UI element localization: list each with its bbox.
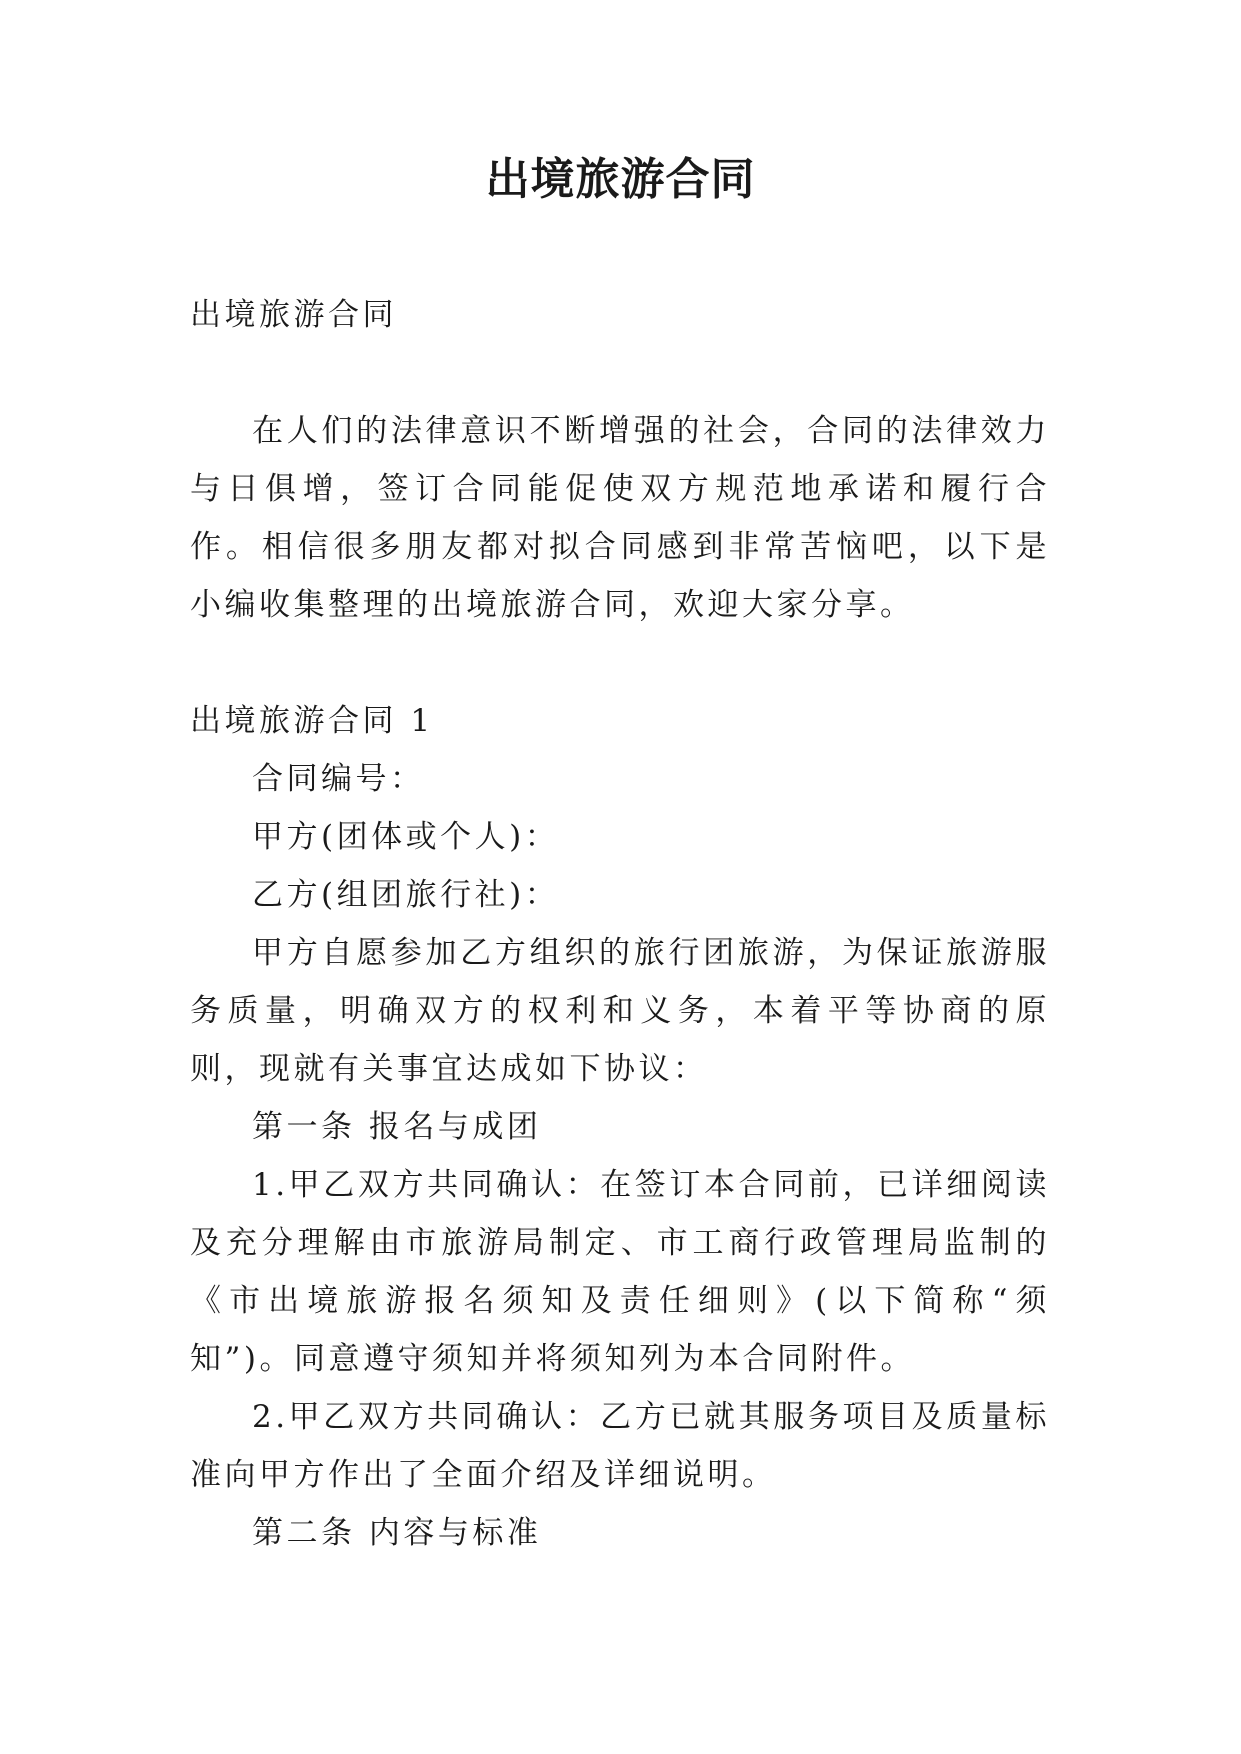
article-1-clause-1: 1.甲乙双方共同确认：在签订本合同前，已详细阅读及充分理解由市旅游局制定、市工商行政管理局监制的《市出境旅游报名须知及责任细则》(以下简称“须知”)。同意遵守须知并将须知列为本合同附件。 (190, 1167, 1050, 1377)
intro-paragraph: 在人们的法律意识不断增强的社会，合同的法律效力与日俱增，签订合同能促使双方规范地承诺和履行合作。相信很多朋友都对拟合同感到非常苦恼吧，以下是小编收集整理的出境旅游合同，欢迎大家分享。 (190, 413, 1050, 623)
article-1-clause-2: 2.甲乙双方共同确认：乙方已就其服务项目及质量标准向甲方作出了全面介绍及详细说明。 (190, 1399, 1050, 1493)
spacer (190, 634, 1050, 692)
document-title: 出境旅游合同 (485, 154, 756, 205)
section-heading-contract-1: 出境旅游合同 1 (190, 703, 434, 739)
article-2-heading: 第二条 内容与标准 (252, 1515, 542, 1551)
subtitle-line: 出境旅游合同 (190, 297, 397, 333)
preamble-paragraph: 甲方自愿参加乙方组织的旅行团旅游，为保证旅游服务质量，明确双方的权利和义务，本着平等协商的原则，现就有关事宜达成如下协议： (190, 935, 1050, 1087)
spacer (190, 344, 1050, 402)
article-1-heading: 第一条 报名与成团 (252, 1109, 542, 1145)
party-b-line: 乙方(组团旅行社)： (252, 877, 560, 913)
contract-number-line: 合同编号： (252, 761, 425, 797)
party-a-line: 甲方(团体或个人)： (252, 819, 560, 855)
document-body (190, 286, 1050, 1562)
